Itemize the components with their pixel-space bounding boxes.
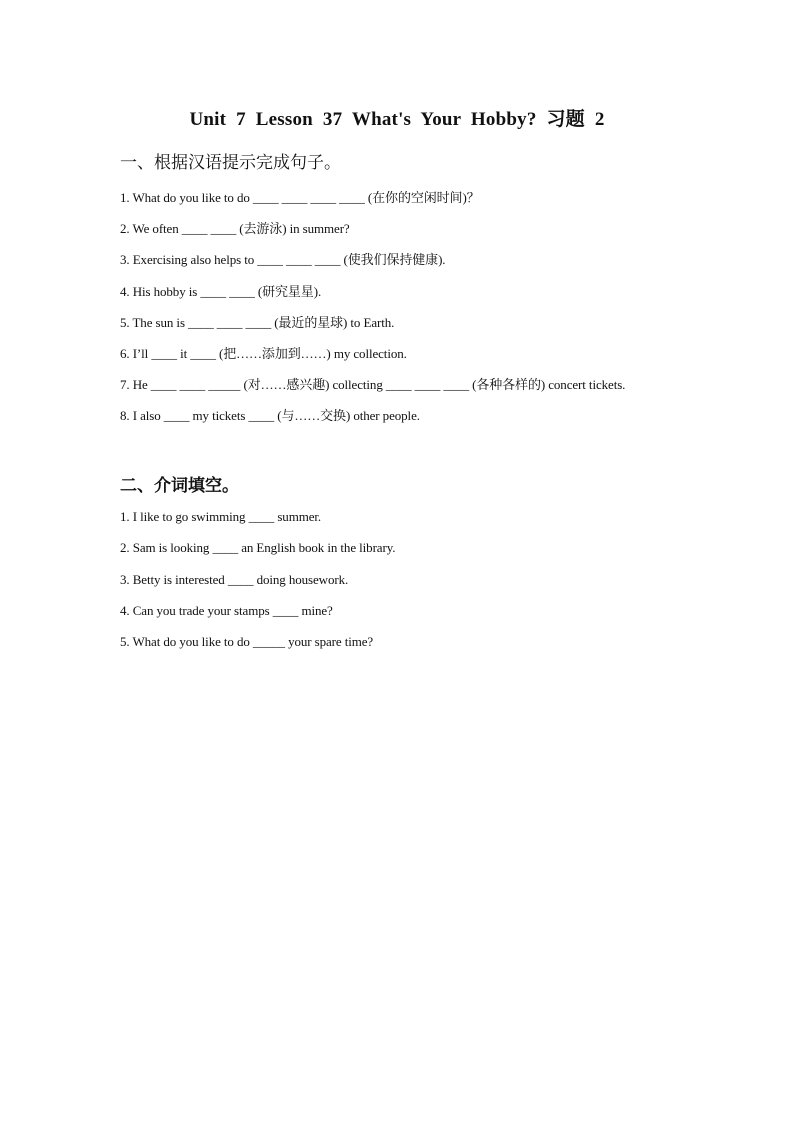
section-1-question-6: 6. I’ll ____ it ____ (把……添加到……) my collection. [120, 346, 407, 361]
section-2-question-3: 3. Betty is interested ____ doing housework. [120, 572, 349, 587]
section-1-question-1: 1. What do you like to do ____ ____ ____ ____ (在你的空闲时间)？ [120, 190, 480, 205]
section-2-question-2: 2. Sam is looking ____ an English book in the library. [120, 540, 396, 555]
section-1-question-3: 3. Exercising also helps to ____ ____ ____ (使我们保持健康). [120, 252, 446, 267]
section-1-question-7: 7. He ____ ____ _____ (对……感兴趣) collecting ____ ____ ____ (各种各样的) concert tickets. [120, 377, 626, 392]
section-2-question-4: 4. Can you trade your stamps ____ mine? [120, 603, 333, 618]
section-1-question-2: 2. We often ____ ____ (去游泳) in summer? [120, 221, 350, 236]
page-title: Unit 7 Lesson 37 What's Your Hobby? 习题 2 [189, 109, 605, 130]
section-2-heading: 二、介词填空。 [120, 476, 239, 495]
section-1-question-4: 4. His hobby is ____ ____ (研究星星). [120, 284, 322, 299]
section-2-question-1: 1. I like to go swimming ____ summer. [120, 509, 322, 524]
section-1-heading: 一、根据汉语提示完成句子。 [120, 153, 341, 172]
section-1-question-5: 5. The sun is ____ ____ ____ (最近的星球) to Earth. [120, 315, 395, 330]
section-1-question-8: 8. I also ____ my tickets ____ (与……交换) other people. [120, 408, 420, 423]
section-2-question-5: 5. What do you like to do _____ your spare time? [120, 634, 374, 649]
